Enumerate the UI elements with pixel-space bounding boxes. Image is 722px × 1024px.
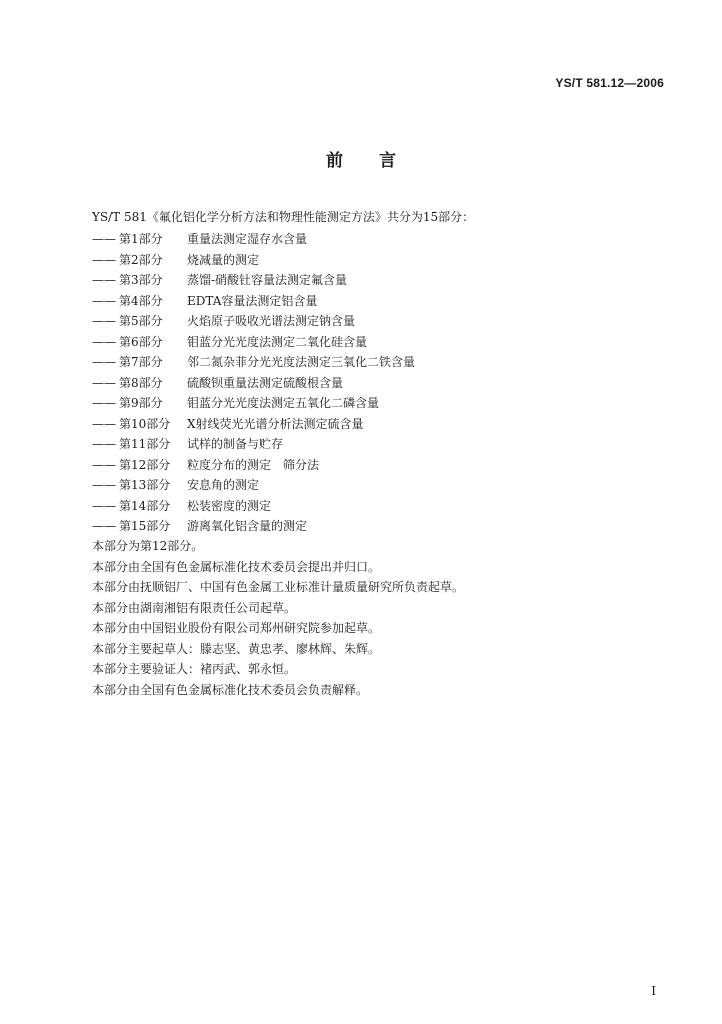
- part-item: [92, 455, 415, 476]
- part-dash: ——: [92, 396, 116, 410]
- part-title: 火焰原子吸收光谱法测定钠含量: [187, 314, 356, 328]
- part-number: 第8部分: [119, 375, 163, 390]
- note-line: 本部分由中国铝业股份有限公司郑州研究院参加起草。: [92, 621, 381, 635]
- part-title: 蒸馏-硝酸钍容量法测定氟含量: [187, 273, 348, 287]
- part-number: 第11部分: [119, 437, 171, 451]
- part-number: 第12部分: [119, 457, 171, 472]
- part-title: 游离氧化铝含量的测定: [187, 519, 308, 533]
- part-number: 第14部分: [119, 498, 171, 513]
- part-number: 第5部分: [119, 314, 163, 328]
- part-number: 第13部分: [119, 478, 171, 492]
- note-line: 本部分主要起草人：滕志坚、黄忠孝、廖林辉、朱辉。: [92, 641, 381, 656]
- page-title: 前言: [326, 151, 432, 171]
- part-item: [92, 373, 415, 394]
- intro-paragraph: YS/T 581《氟化铝化学分析方法和物理性能测定方法》共分为15部分：: [92, 210, 475, 224]
- part-title: 邻二氮杂菲分光光度法测定三氧化二铁含量: [187, 355, 416, 369]
- part-number: 第15部分: [119, 519, 171, 533]
- note-line: 本部分由湖南湘铝有限责任公司起草。: [92, 600, 297, 615]
- part-item: [92, 270, 415, 291]
- page-number: I: [651, 984, 656, 998]
- part-dash: ——: [92, 437, 116, 451]
- part-dash: ——: [92, 232, 116, 246]
- part-number: 第4部分: [119, 293, 163, 308]
- part-item: [92, 332, 415, 353]
- part-item: [92, 250, 415, 271]
- part-number: 第7部分: [119, 355, 163, 369]
- part-title: 烧减量的测定: [187, 252, 260, 267]
- part-item: [92, 414, 415, 435]
- part-number: 第2部分: [119, 252, 163, 267]
- part-dash: ——: [92, 314, 116, 328]
- part-dash: ——: [92, 293, 116, 308]
- part-item: [92, 291, 415, 312]
- part-title: 试样的制备与贮存: [187, 437, 284, 451]
- part-number: 第3部分: [119, 273, 163, 287]
- part-title: 硫酸钡重量法测定硫酸根含量: [187, 375, 344, 390]
- note-line: 本部分由抚顺铝厂、中国有色金属工业标准计量质量研究所负责起草。: [92, 580, 465, 594]
- note-line: 本部分为第12部分。: [92, 539, 204, 553]
- part-title: 粒度分布的测定 筛分法: [187, 457, 320, 472]
- part-item: [92, 496, 415, 517]
- part-dash: ——: [92, 334, 116, 349]
- part-title: 松装密度的测定: [187, 498, 272, 513]
- part-item: [92, 434, 415, 455]
- part-title: EDTA容量法测定铝含量: [187, 293, 318, 308]
- part-dash: ——: [92, 416, 116, 431]
- part-title: 安息角的测定: [187, 478, 260, 492]
- part-number: 第6部分: [119, 334, 163, 349]
- part-item: [92, 475, 415, 496]
- part-item: [92, 352, 415, 373]
- part-dash: ——: [92, 355, 116, 369]
- part-item: [92, 393, 415, 414]
- note-line: 本部分主要验证人：褚丙武、郭永恒。: [92, 662, 297, 676]
- part-dash: ——: [92, 273, 116, 287]
- note-line: 本部分由全国有色金属标准化技术委员会负责解释。: [92, 682, 369, 697]
- part-number: 第9部分: [119, 396, 163, 410]
- part-dash: ——: [92, 478, 116, 492]
- part-dash: ——: [92, 498, 116, 513]
- part-title: X射线荧光光谱分析法测定硫含量: [187, 416, 364, 431]
- parts-list: [92, 229, 415, 537]
- part-title: 重量法测定湿存水含量: [187, 232, 308, 246]
- part-dash: ——: [92, 252, 116, 267]
- part-number: 第1部分: [119, 232, 163, 246]
- part-item: [92, 229, 415, 250]
- notes-list: [92, 536, 464, 700]
- part-number: 第10部分: [119, 416, 171, 431]
- part-item: [92, 311, 415, 332]
- standard-number: YS/T 581.12—2006: [555, 76, 664, 90]
- part-title: 钼蓝分光光度法测定二氧化硅含量: [187, 334, 368, 349]
- part-title: 钼蓝分光光度法测定五氧化二磷含量: [187, 396, 380, 410]
- part-item: [92, 516, 415, 537]
- part-dash: ——: [92, 519, 116, 533]
- part-dash: ——: [92, 375, 116, 390]
- note-line: 本部分由全国有色金属标准化技术委员会提出并归口。: [92, 559, 381, 574]
- part-dash: ——: [92, 457, 116, 472]
